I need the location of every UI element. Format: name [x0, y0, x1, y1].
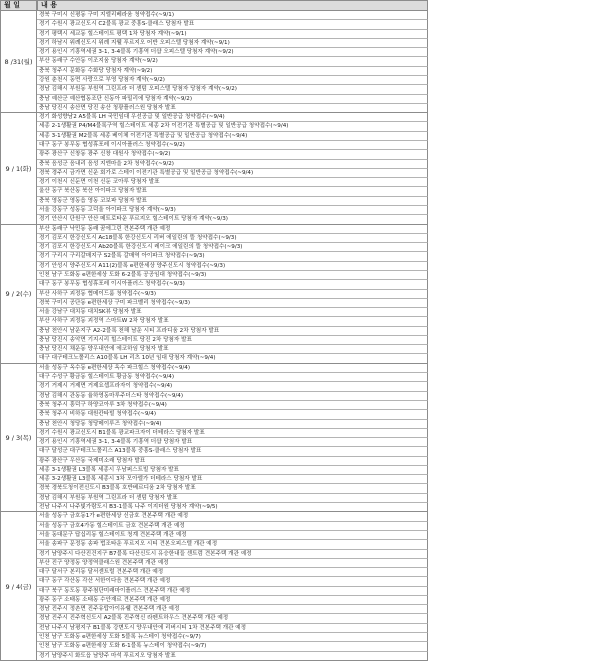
table-row: 인천 남구 도화동 e편한세상 도화 6-1블록 뉴스테이 청약접수(~9/7) [37, 642, 428, 651]
table-row: 경기 거제시 거제면 거제요셉프라자이 청약접수(~9/4) [37, 382, 428, 391]
table-row: 대구 동구 봉무동 협성휴포레 이시아플러스 청약접수(~9/3) [37, 280, 428, 289]
table-row: 충북 음성군 음내리 음성 지엔마을 2차 청약접수(~9/2) [37, 160, 428, 169]
table-row: 충북 청주시 문화동 수화당 당첨자 계약(~9/2) [37, 67, 428, 76]
table-row: 충남 예산군 예산협동조단 신동아 파밀리에 당첨자 계약(~9/2) [37, 95, 428, 104]
table-row: 서울 성동구 옥수동 e편한세상 옥수 파크힐스 청약접수(~9/4) [37, 364, 428, 373]
table-row: 인천 남구 도화동 e편한세상 도화 6-2블록 공공임대 청약접수(~9/3) [37, 271, 428, 280]
table-row: 경기 이천시 신둔면 이천 신둔 코아루 당첨자 발표 [37, 178, 428, 187]
table-row: 광주 광산구 우산동 국제미소래 당첨자 발표 [37, 457, 428, 466]
table-row: 부산 진구 양정동 양정역클래스원 견본주택 개관 예정 [37, 559, 428, 568]
group-rows [37, 11, 428, 113]
table-row: 세종 2-1생활권 P4/M4블록구역 힐스테이트 세종 2차 이전기관 특별공급 및 일반공급 청약접수(~9/4) [37, 122, 428, 131]
table-row: 경남 김해시 부원동 부원역 그린프라 더 센텀 오피스텔 당첨자 당첨자 계약(~9/2) [37, 85, 428, 94]
group-rows [37, 364, 428, 513]
table-row: 경기 평택시 세교동 힐스테이트 평택 1차 당첨자 계약(~9/1) [37, 30, 428, 39]
table-row: 경기 수원시 광교신도시 C2블록 광교 중흥S-클래스 당첨자 발표 [37, 20, 428, 29]
group-rows [37, 512, 428, 661]
date-cell: 8 /31(월) [0, 11, 37, 113]
date-cell: 9 / 3(목) [0, 364, 37, 513]
table-row: 경기 용인시 기흥역세권 3-1, 3-4블록 기흥역 더샵 당첨자 발표 [37, 438, 428, 447]
table-row: 세종 3-1생활권 M2블록 세종 베이체 이전기관 특별공급 및 일반공급 청약접수(~9/4) [37, 132, 428, 141]
table-row: 세종 3-2생활권 L3블록 세종시 3차 모아엘가 더테라스 당첨자 발표 [37, 475, 428, 484]
table-row: 강원 춘천시 동면 사랑으로 부영 당첨자 계약(~9/2) [37, 76, 428, 85]
table-row: 울산 동구 북산동 북산 아이파크 당첨자 발표 [37, 187, 428, 196]
table-row: 경기 화성향남2 A5블록 LH 국민임대 우선공급 및 일반공급 청약접수(~9/4) [37, 113, 428, 122]
table-row: 충남 천안시 청당동 청당메이루즈 청약접수(~9/4) [37, 420, 428, 429]
table-row: 부산 사하구 괴정동 괴정역 스마트W 2차 당첨자 발표 [37, 317, 428, 326]
table-row: 경북 구미시 공단동 e편한세상 구미 파크벨리 청약접수(~9/3) [37, 299, 428, 308]
table-row: 서울 송파구 문정동 송파 법조타운 푸르지오 시티 견본오피스텔 개관 예정 [37, 540, 428, 549]
header-content: 내 용 [37, 0, 428, 11]
table-row: 경기 구리시 구리갈매지구 S2블록 갈매역 아이파크 청약접수(~9/3) [37, 252, 428, 261]
group-rows [37, 113, 428, 224]
date-cell: 9 / 2(수) [0, 225, 37, 364]
table-row: 경기 안성시 양주신도시 A11(2)블록 e편한세상 양주신도시 청약접수(~9/3) [37, 262, 428, 271]
table-row: 서울 성동구 금호4가동 힐스테이트 금호 견본주택 개관 예정 [37, 522, 428, 531]
table-row: 서울 강동구 성동동 고덕울 아이파크 당첨자 계약(~9/3) [37, 206, 428, 215]
table-row: 경남 진주시 정촌면 진주유탑아이유쉘 견본주택 개관 예정 [37, 605, 428, 614]
table-row: 경북 구미시 신평동 구미 지엘리베라움 청약접수(~9/1) [37, 11, 428, 20]
table-row: 경남 김해시 부원동 부원역 그린프라 더 센텀 당첨자 발표 [37, 494, 428, 503]
table-row: 전남 나주시 나주빛가람도시 B3-1블록 나주 이지더원 당첨자 계약(~9/5) [37, 503, 428, 512]
table-row: 대구 동구 각산동 각산 서한이다음 견본주택 개관 예정 [37, 577, 428, 586]
table-row: 충북 영동군 영동읍 영동 코보파 당첨자 발표 [37, 197, 428, 206]
table-row: 부산 동래구 낙민동 동래 꿈에그린 견본주택 개관 예정 [37, 225, 428, 234]
table-row: 부산 사하구 괴정동 협메이드룸 청약접수(~9/3) [37, 290, 428, 299]
table-row: 경기 김포시 한강신도시 Ac18블록 한강신도시 리버 에일린의 뜰 청약접수(~9/3) [37, 234, 428, 243]
table-row: 경기 김포시 한강신도시 Ab20블록 한강신도시 레이크 에일린의 뜰 청약접수(~9/3) [37, 243, 428, 252]
table-row: 대구 달성군 대구테크노폴리스 A13블록 중흥S-클래스 당첨자 발표 [37, 447, 428, 456]
table-row: 서울 강남구 대치동 대치SK뷰 당첨자 발표 [37, 308, 428, 317]
table-row: 경기 하남시 위례신도시 위례 지웰 푸르지오 어반 오피스텔 당첨자 계약(~9/1) [37, 39, 428, 48]
table-row: 광주 광산구 신창동 광주 신창 대원사 청약접수(~9/2) [37, 150, 428, 159]
table-row: 광주 동구 소태동 소태동 수안재르 견본주택 개관 예정 [37, 596, 428, 605]
table-row: 충북 청주시 흥덕구 하양코아루 3차 청약접수(~9/4) [37, 401, 428, 410]
table-row: 서울 동대문구 답십리동 힐스테이트 청계 견본주택 개관 예정 [37, 531, 428, 540]
table-row: 충남 당진시 채운동 양우내안에 에코하임 당첨자 발표 [37, 345, 428, 354]
date-cell: 9 / 1(화) [0, 113, 37, 224]
table-row: 경기 남양주시 화도읍 남양주 마석 푸르지오 당첨자 발표 [37, 652, 428, 661]
table-row: 충북 청주시 비하동 대원칸타빌 청약접수(~9/4) [37, 410, 428, 419]
table-row: 경남 진주시 진주혁신도시 A2블록 진주혁신 라펜트하우스 견본주택 개관 예정 [37, 614, 428, 623]
table-row: 경기 안산시 단원구 안산 메트로타운 푸르지오 힐스테이트 당첨자 계약(~9/3) [37, 215, 428, 224]
table-row: 경남 김해시 관동동 율하영동마루주더스타 청약접수(~9/4) [37, 392, 428, 401]
table-row: 경기 용인시 기흥역세권 3-1, 3-4블록 기흥역 더샵 오피스텔 당첨자 계약(~9/2) [37, 48, 428, 57]
group-rows [37, 225, 428, 364]
table-row: 서울 성동구 금호동1가 e편한세상 신금호 견본주택 개관 예정 [37, 512, 428, 521]
table-row: 세종 3-1생활권 L3블록 세종시 우남퍼스트빌 당첨자 발표 [37, 466, 428, 475]
table-row: 경북 경북도청이전신도시 B3블록 호반베르디움 2차 당첨자 발표 [37, 484, 428, 493]
table-row: 경기 남양주시 다산진건지구 B7블록 다산신도시 유승한내들 센트럼 견본주택 개관 예정 [37, 550, 428, 559]
table-row: 대구 대구테크노폴리스 A10블록 LH 리츠 10년 임대 당첨자 계약(~9/4) [37, 354, 428, 363]
table-row: 충남 천안시 남운지구 A2-2블록 천해 남운 시티 프라디움 2차 당첨자 발표 [37, 327, 428, 336]
table-row: 대구 수성구 황금동 힐스테이트 황금동 청약접수(~9/4) [37, 373, 428, 382]
table-row: 대구 북구 동도동 광주첨단미래마이플러스 견본주택 개관 예정 [37, 587, 428, 596]
table-row: 대구 동구 봉무동 협성휴포레 이시아플러스 청약접수(~9/2) [37, 141, 428, 150]
date-cell: 9 / 4(금) [0, 512, 37, 661]
table-row: 경북 경주시 금가면 신운 회가로 스테이 이전기관 특별공급 및 일반공급 청약접수(~9/4) [37, 169, 428, 178]
header-date: 월 일 [0, 0, 37, 11]
table-row: 경기 수원시 광교신도시 B1블록 광교파크자이 더테라스 당첨자 발표 [37, 429, 428, 438]
table-row: 충남 당진시 송악면 기지시리 힐스테이트 당진 2차 당첨자 발표 [37, 336, 428, 345]
table-row: 인천 남구 도화동 e편한세상 도화 5블록 뉴스테이 청약접수(~9/7) [37, 633, 428, 642]
table-row: 전남 나주시 남평지구 B1블록 강변도시 양우내안에 리버시티 1차 견본주택 개관 예정 [37, 624, 428, 633]
table-row: 부산 동래구 수안동 이조지움 당첨자 계약(~9/2) [37, 57, 428, 66]
table-row: 충남 당진시 송산면 당진 송산 청광플러스원 당첨자 발표 [37, 104, 428, 113]
table-row: 대구 달서구 본리동 달서센트럴 견본주택 개관 예정 [37, 568, 428, 577]
